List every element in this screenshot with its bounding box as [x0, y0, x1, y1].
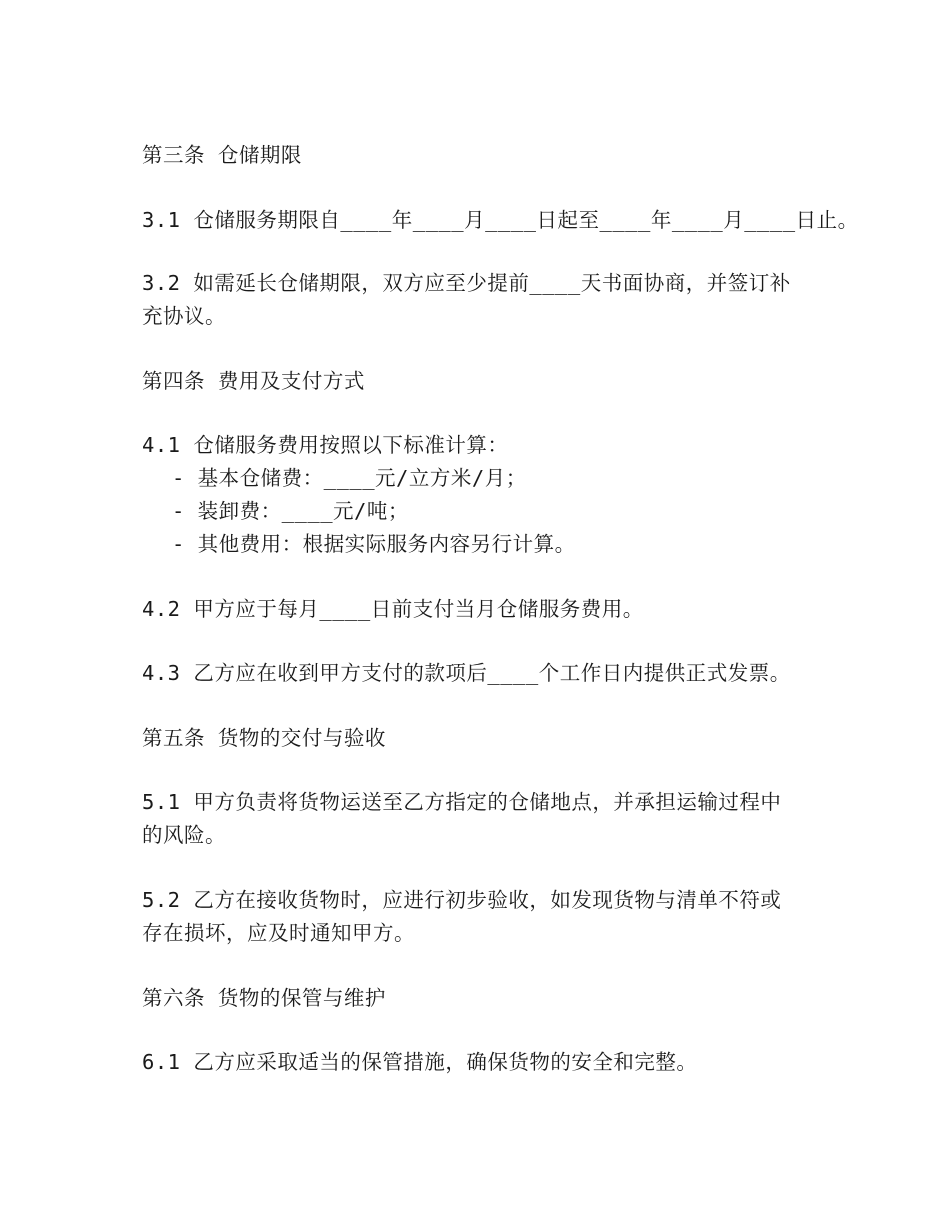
fee-item-other: - 其他费用：根据实际服务内容另行计算。: [172, 532, 576, 556]
clause-4-3: 4.3 乙方应在收到甲方支付的款项后____个工作日内提供正式发票。: [142, 661, 791, 685]
clause-6-1: 6.1 乙方应采取适当的保管措施，确保货物的安全和完整。: [142, 1050, 698, 1074]
clause-5-1-line-1: 5.1 甲方负责将货物运送至乙方指定的仓储地点，并承担运输过程中: [142, 790, 782, 814]
clause-5-2-line-2: 存在损坏，应及时通知甲方。: [142, 921, 415, 945]
section-heading-4: 第四条 费用及支付方式: [142, 369, 365, 393]
section-heading-3: 第三条 仓储期限: [142, 143, 302, 167]
section-heading-5: 第五条 货物的交付与验收: [142, 726, 386, 750]
clause-5-1-line-2: 的风险。: [142, 823, 226, 847]
clause-3-1: 3.1 仓储服务期限自____年____月____日起至____年____月____日止。: [142, 208, 859, 232]
clause-3-2-line-1: 3.2 如需延长仓储期限，双方应至少提前____天书面协商，并签订补: [142, 271, 791, 295]
clause-4-2: 4.2 甲方应于每月____日前支付当月仓储服务费用。: [142, 597, 644, 621]
clause-3-2-line-2: 充协议。: [142, 304, 226, 328]
section-heading-6: 第六条 货物的保管与维护: [142, 986, 386, 1010]
clause-5-2-line-1: 5.2 乙方在接收货物时，应进行初步验收，如发现货物与清单不符或: [142, 888, 782, 912]
clause-4-1: 4.1 仓储服务费用按照以下标准计算：: [142, 433, 509, 457]
fee-item-storage: - 基本仓储费：____元/立方米/月；: [172, 466, 527, 490]
fee-item-handling: - 装卸费：____元/吨；: [172, 499, 409, 523]
